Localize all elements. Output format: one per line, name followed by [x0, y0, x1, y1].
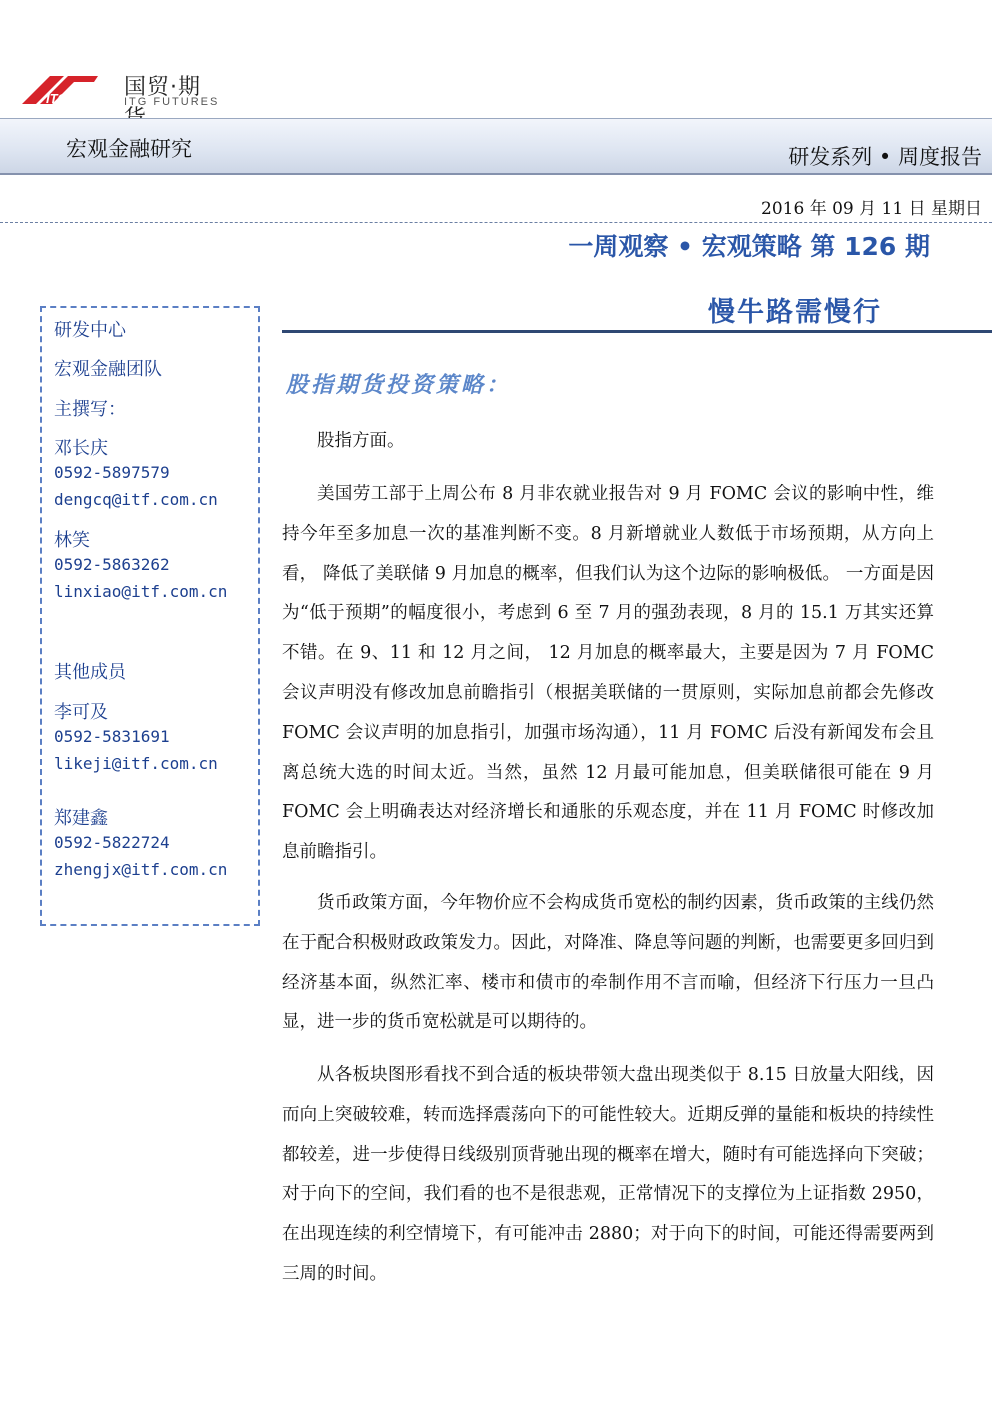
- author-name: 林笑: [54, 530, 90, 551]
- report-headline: 慢牛路需慢行: [708, 297, 882, 328]
- paragraph-text: 从各板块图形看找不到合适的板块带领大盘出现类似于 8.15 日放量大阳线，因而向上突破较难，转而选择震荡向下的可能性较大。近期反弹的量能和板块的持续性都较差，进一步使得日线级别顶背驰出现的概率在增大，随时有可能选择向下突破；对于向下的空间，我们看的也不是很悲观，正常情况下的支撑位为上证指数 2950，在出现连续的利空情境下，有可能冲击 2880；对于向下的时间，可能还得需要两到三周的时间。: [282, 1065, 934, 1284]
- paragraph-text: 股指方面。: [317, 431, 405, 451]
- author-email[interactable]: linxiao@itf.com.cn: [54, 582, 228, 601]
- author-phone: 0592-5863262: [54, 555, 170, 574]
- member-email[interactable]: likeji@itf.com.cn: [54, 754, 218, 773]
- issue-title: 一周观察 • 宏观策略 第 126 期: [568, 232, 930, 261]
- author-email[interactable]: dengcq@itf.com.cn: [54, 490, 218, 509]
- member-phone: 0592-5822724: [54, 833, 170, 852]
- paragraph: [282, 884, 934, 1043]
- dashed-divider: [0, 222, 992, 223]
- paragraph: [282, 422, 934, 462]
- paragraph-text: 美国劳工部于上周公布 8 月非农就业报告对 9 月 FOMC 会议的影响中性，维持今年至多加息一次的基准判断不变。8 月新增就业人数低于市场预期，从方向上看， 降低了美联储 9 月加息的概率，但我们认为这个边际的影响极低。 一方面是因为“低于预期”的幅度很小，考虑到 6 至 7 月的强劲表现，8 月的 15.1 万其实还算不错。在 9、11 和 12 月之间， 12 月加息的概率最大，主要是因为 7 月 FOMC 会议声明没有修改加息前瞻指引（根据美联储的一贯原则，实际加息前都会先修改 FOMC 会议声明的加息指引，加强市场沟通），11 月 FOMC 后没有新闻发布会且离总统大选的时间太近。当然，虽然 12 月最可能加息，但美联储很可能在 9 月 FOMC 会上明确表达对经济增长和通胀的乐观态度，并在 11 月 FOMC 时修改加息前瞻指引。: [282, 484, 934, 863]
- report-series-label: 研发系列 • 周度报告: [788, 145, 982, 169]
- logo-mark-text: ITG: [46, 91, 68, 106]
- member-name: 李可及: [54, 702, 108, 723]
- section-heading: 股指期货投资策略：: [286, 373, 512, 398]
- paragraph-text: 货币政策方面，今年物价应不会构成货币宽松的制约因素，货币政策的主线仍然在于配合积极财政政策发力。因此，对降准、降息等问题的判断，也需要更多回归到经济基本面，纵然汇率、楼市和债市的牵制作用不言而喻，但经济下行压力一旦凸显，进一步的货币宽松就是可以期待的。: [282, 893, 934, 1033]
- sidebar-members-label: 其他成员: [54, 662, 126, 683]
- paragraph: [282, 475, 934, 873]
- paragraph: [282, 1056, 934, 1295]
- header-banner: [0, 118, 992, 175]
- logo-chinese-name: 国贸·期: [124, 75, 201, 100]
- report-date: 2016 年 09 月 11 日 星期日: [761, 199, 982, 219]
- member-phone: 0592-5831691: [54, 727, 170, 746]
- member-email[interactable]: zhengjx@itf.com.cn: [54, 860, 228, 879]
- sidebar-author-label: 主撰写：: [54, 399, 126, 420]
- contact-sidebar: [40, 306, 260, 926]
- logo-english-name: ITG FUTURES: [124, 96, 220, 108]
- headline-rule: [282, 330, 992, 333]
- itg-logo-icon: [20, 72, 100, 106]
- company-logo: [20, 68, 220, 110]
- sidebar-dept: 研发中心: [54, 320, 126, 341]
- author-name: 邓长庆: [54, 438, 108, 459]
- department-title: 宏观金融研究: [66, 137, 192, 161]
- sidebar-team: 宏观金融团队: [54, 359, 162, 380]
- member-name: 郑建鑫: [54, 808, 108, 829]
- author-phone: 0592-5897579: [54, 463, 170, 482]
